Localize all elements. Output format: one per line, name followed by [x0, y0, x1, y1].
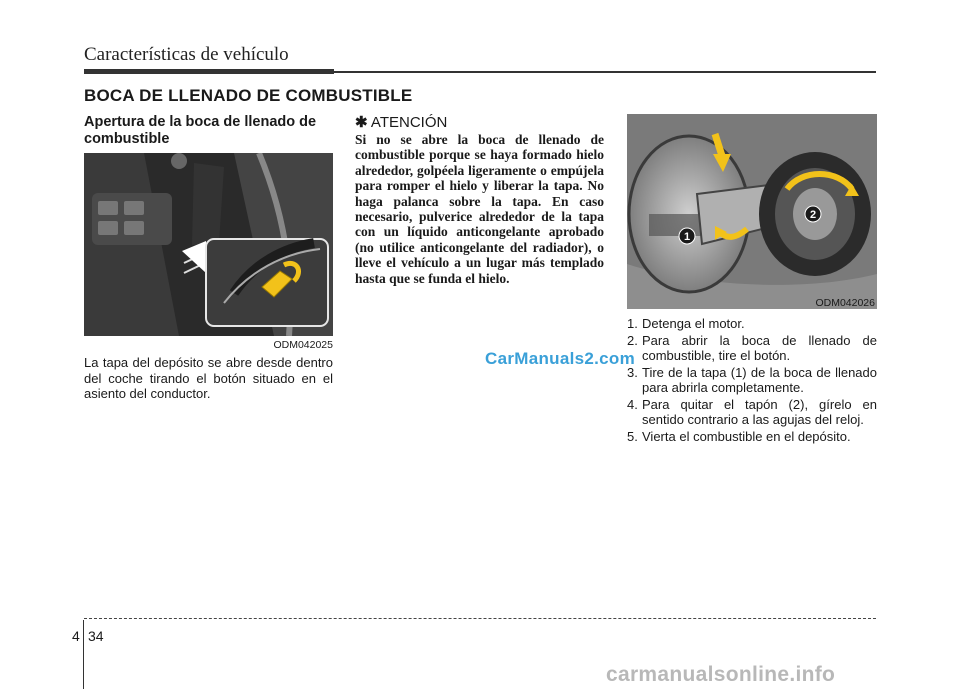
step-text: Para quitar el tapón (2), gírelo en sentido contrario a las agujas del reloj.	[642, 396, 877, 427]
chapter-number: 4	[72, 628, 80, 644]
step-number: 4.	[627, 396, 638, 412]
step-item	[627, 365, 877, 396]
right-image-caption: ODM042026	[815, 297, 875, 309]
left-subheading: Apertura de la boca de llenado de combustible	[84, 114, 317, 147]
site-watermark[interactable]: carmanualsonline.info	[606, 663, 836, 686]
step-text: Para abrir la boca de llenado de combustible, tire el botón.	[642, 332, 877, 363]
attention-heading	[355, 113, 605, 131]
door-panel-image	[84, 153, 333, 336]
step-item	[627, 333, 877, 364]
page-number: 34	[88, 628, 104, 644]
header-rule-thin	[334, 71, 876, 73]
step-text: Vierta el combustible en el depósito.	[642, 428, 851, 444]
asterisk-icon: ✱	[355, 114, 368, 131]
step-item	[627, 429, 877, 445]
footer-divider	[83, 620, 84, 689]
fuel-door-image	[627, 114, 877, 309]
step-item	[627, 316, 877, 332]
callout-2	[805, 206, 821, 222]
fuel-door-illustration	[627, 114, 877, 309]
step-number: 2.	[627, 332, 638, 348]
left-body-text: La tapa del depósito se abre desde dentro del coche tirando el botón situado en el asiento del conductor.	[84, 355, 333, 401]
step-number: 1.	[627, 316, 638, 331]
header-rule-thick	[84, 69, 334, 74]
door-panel-illustration	[84, 153, 333, 336]
header-title: Características de vehículo	[84, 44, 289, 65]
steps-list	[627, 316, 877, 445]
footer-rule	[84, 618, 876, 619]
section-title: BOCA DE LLENADO DE COMBUSTIBLE	[84, 86, 413, 105]
watermark-link[interactable]: CarManuals2.com	[485, 349, 635, 368]
attention-title: ATENCIÓN	[370, 114, 448, 131]
step-item	[627, 397, 877, 428]
step-number: 3.	[627, 364, 638, 380]
attention-body: Si no se abre la boca de llenado de combustible porque se haya formado hielo alrededor, golpéela ligeramente o empújela para romper el hielo y liberar la tapa. No haga palanca sobre la tapa. En caso necesario, pulverice alrededor de la tapa con un líquido anticongelante aprobado (no utilice anticongelante del radiador), o lleve el vehículo a un lugar más templado hasta que se funda el hielo.	[355, 132, 604, 286]
left-image-caption: ODM042025	[273, 339, 333, 351]
callout-1-label: 1	[683, 231, 691, 243]
step-number: 5.	[627, 428, 638, 444]
step-text: Detenga el motor.	[642, 316, 745, 331]
step-text: Tire de la tapa (1) de la boca de llenado para abrirla completamente.	[642, 364, 877, 395]
callout-1	[679, 228, 695, 244]
callout-2-label: 2	[809, 209, 817, 221]
